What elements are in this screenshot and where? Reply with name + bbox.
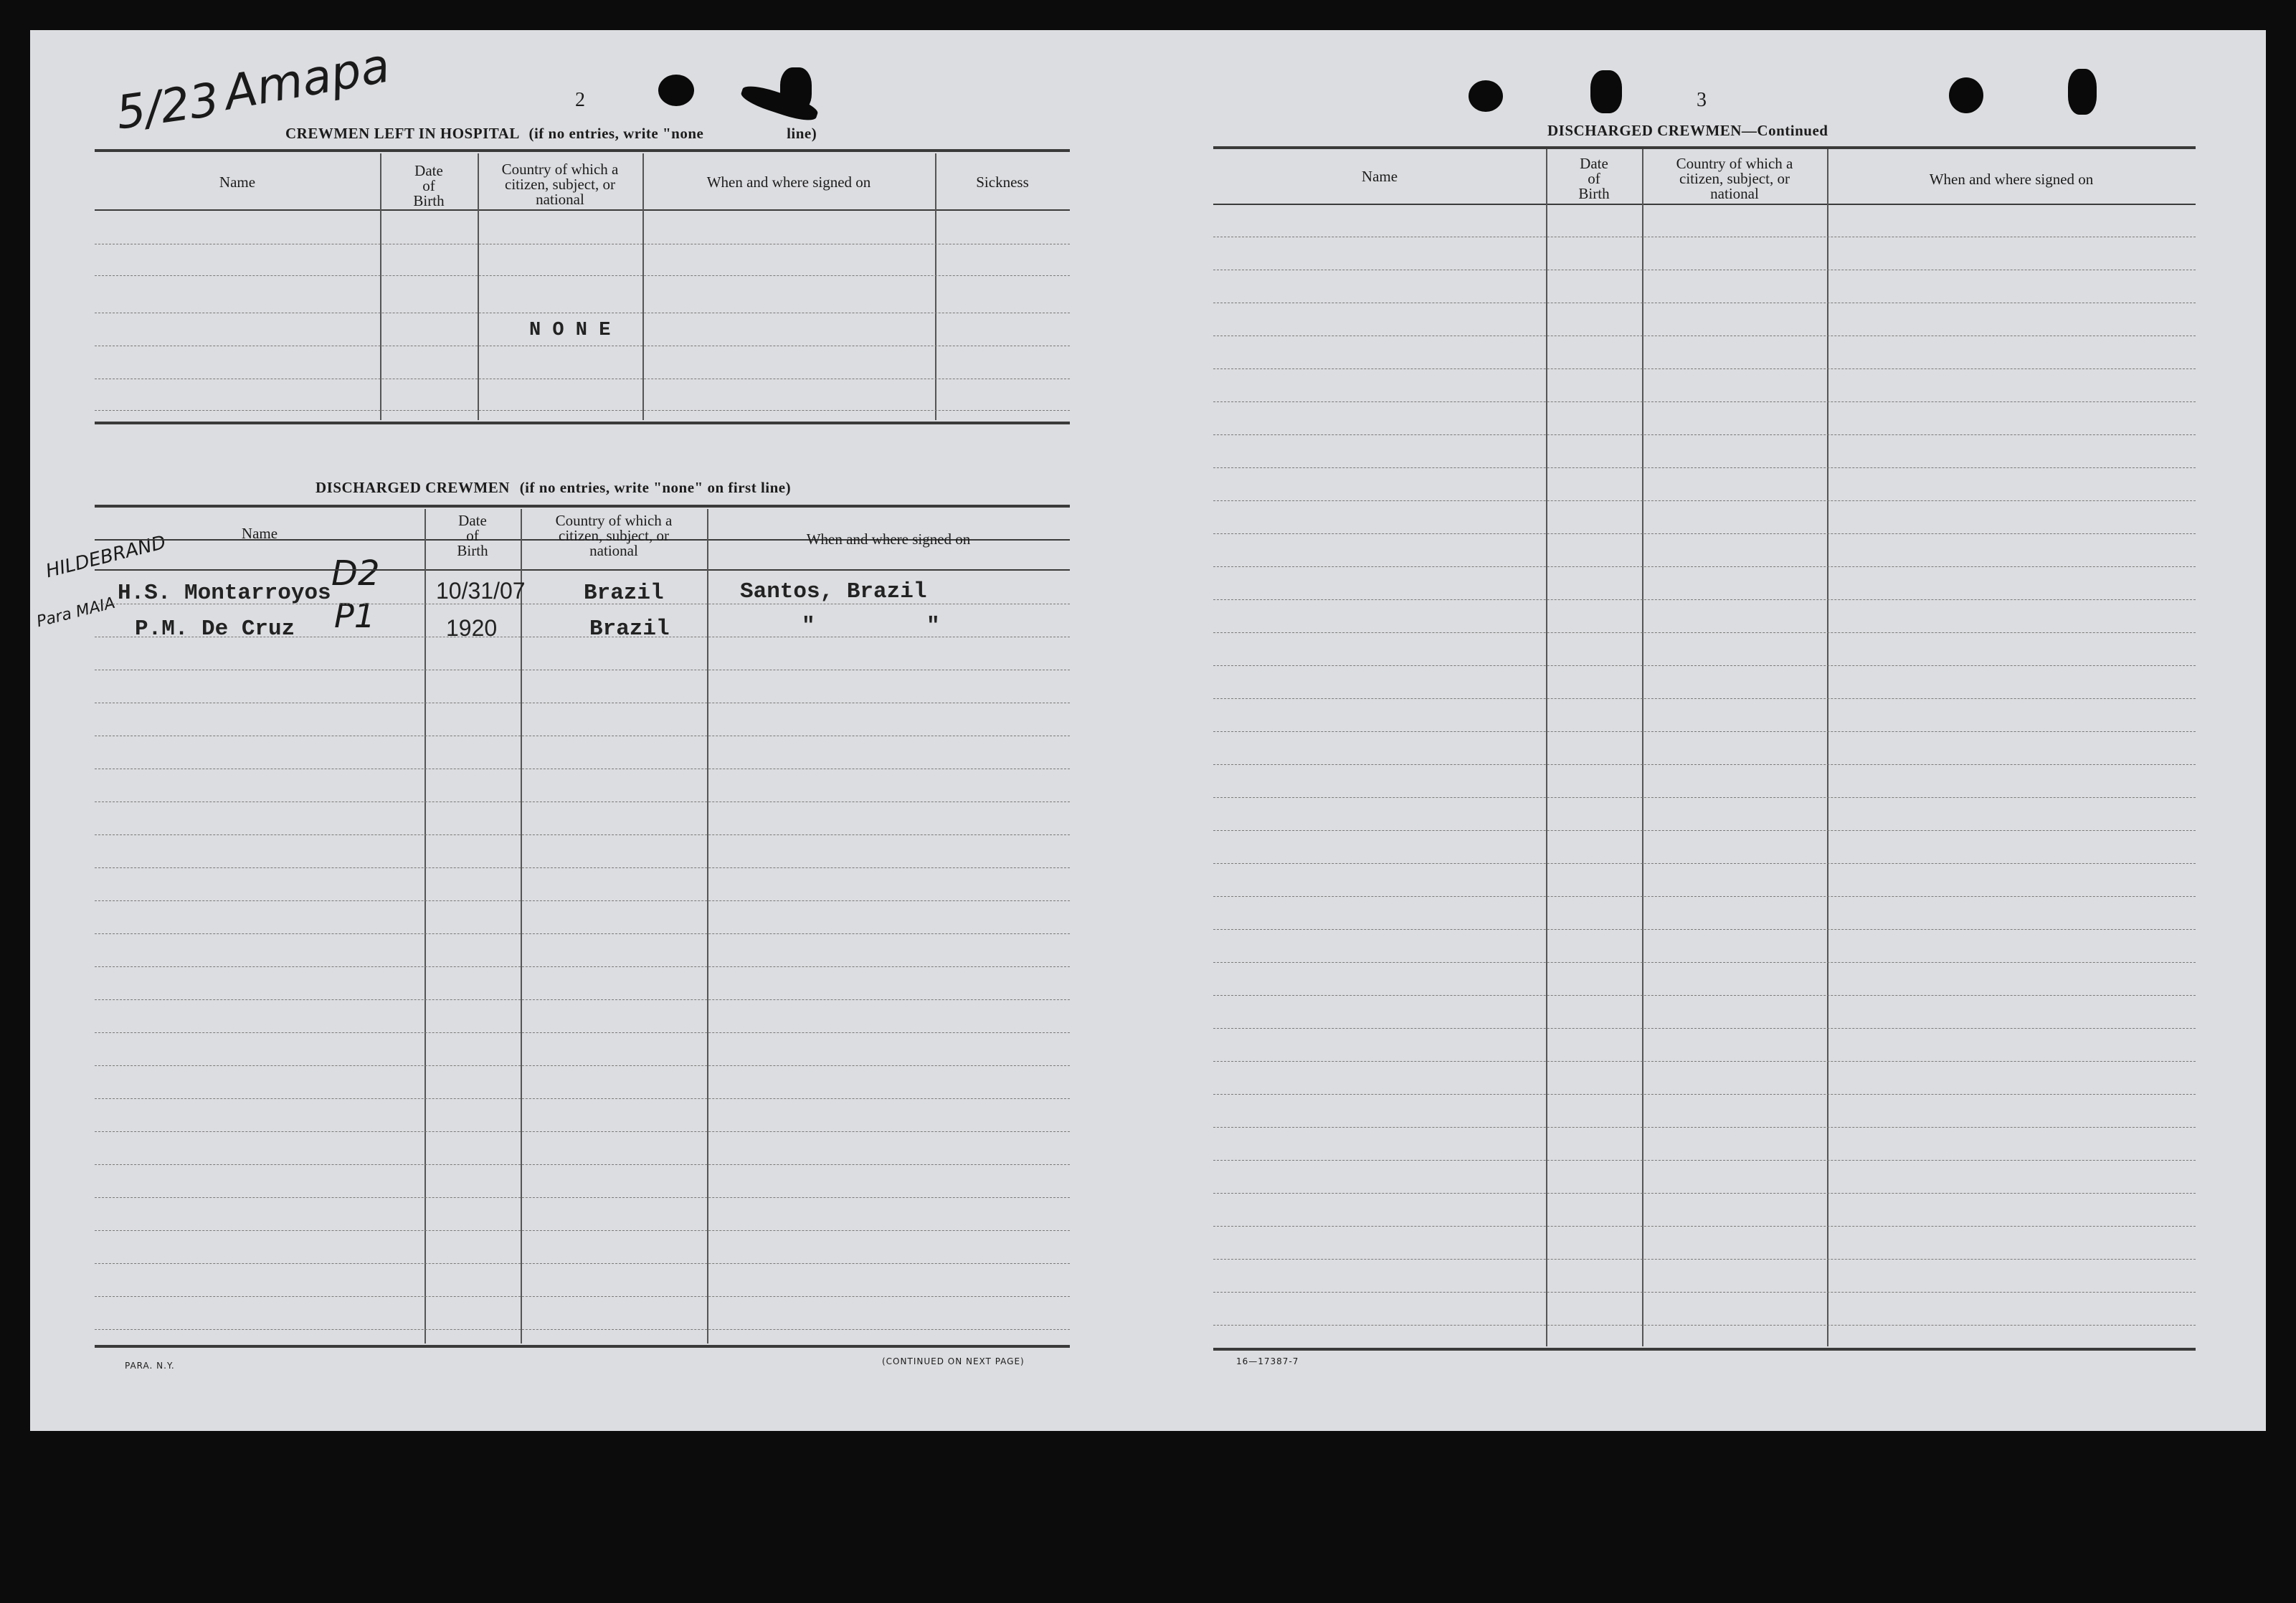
entry-line	[1213, 995, 2196, 996]
entry-line	[95, 1164, 1070, 1165]
section-title	[316, 479, 791, 497]
rule	[1213, 204, 2196, 205]
header-signed-on: When and where signed on	[1929, 171, 2094, 188]
entry-line	[1213, 797, 2196, 798]
entry-line	[1213, 1094, 2196, 1095]
entry-line	[95, 999, 1070, 1000]
column-divider	[424, 509, 426, 1343]
entry-line	[1213, 1028, 2196, 1029]
footer-continued: (CONTINUED ON NEXT PAGE)	[882, 1356, 1025, 1366]
header-country-line: citizen, subject, or	[559, 527, 669, 544]
entry-line	[95, 1032, 1070, 1033]
entry-line	[95, 834, 1070, 835]
section-note-end: line)	[787, 125, 817, 142]
header-country-line: citizen, subject, or	[505, 176, 615, 193]
punch-hole	[658, 75, 694, 106]
header-country-line: national	[589, 542, 638, 559]
page-number: 3	[1697, 89, 1707, 111]
header-dob-line: Birth	[413, 192, 445, 209]
header-country-line: Country of which a	[501, 161, 619, 178]
rule	[95, 149, 1070, 152]
entry-line	[95, 900, 1070, 901]
header-dob-line: Birth	[1578, 185, 1610, 202]
entry-line	[95, 933, 1070, 934]
rule	[95, 505, 1070, 508]
footer-printer: PARA. N.Y.	[125, 1361, 175, 1371]
handwritten-margin-note: HILDEBRAND	[43, 531, 169, 583]
entry-line	[1213, 1160, 2196, 1161]
entry-line	[1213, 1127, 2196, 1128]
entry-line	[1213, 599, 2196, 600]
header-name: Name	[219, 173, 256, 191]
section-note: (if no entries, write "none" on first line)	[519, 479, 792, 496]
crewman-country: Brazil	[584, 581, 664, 606]
header-country-line: Country of which a	[1676, 155, 1793, 172]
entry-line	[95, 1197, 1070, 1198]
handwritten-mark: D2	[331, 553, 380, 594]
column-divider	[521, 509, 522, 1343]
entry-line	[1213, 1325, 2196, 1326]
rule	[95, 1345, 1070, 1348]
column-divider	[642, 153, 644, 420]
header-country-line: citizen, subject, or	[1679, 170, 1790, 187]
rule	[95, 569, 1070, 571]
crewman-name: H.S. Montarroyos	[118, 581, 331, 606]
header-name: Name	[1361, 168, 1398, 185]
entry-line	[95, 867, 1070, 868]
column-divider	[1546, 149, 1547, 1346]
header-dob	[1546, 156, 1642, 201]
header-dob-line: of	[466, 527, 479, 544]
entry-line	[1213, 962, 2196, 963]
header-sickness: Sickness	[976, 173, 1029, 191]
section-note: (if no entries, write "none	[528, 125, 704, 142]
document-sheet	[30, 30, 2266, 1431]
entry-line	[95, 1329, 1070, 1330]
page-number: 2	[575, 89, 585, 111]
footer-form-number: 16—17387-7	[1236, 1356, 1299, 1366]
entry-line	[1213, 467, 2196, 468]
header-dob-line: Date	[1580, 155, 1608, 172]
entry-line	[95, 1296, 1070, 1297]
section-title	[285, 125, 817, 143]
header-country	[1642, 156, 1827, 201]
header-dob-line: of	[1588, 170, 1600, 187]
entry-line	[1213, 929, 2196, 930]
column-divider	[1827, 149, 1828, 1346]
none-entry: N O N E	[529, 320, 611, 341]
header-country-line: national	[1710, 185, 1759, 202]
header-dob-line: of	[422, 177, 435, 194]
header-dob-line: Date	[458, 512, 487, 529]
entry-line	[1213, 731, 2196, 732]
header-country	[478, 162, 642, 207]
entry-line	[1213, 368, 2196, 369]
handwritten-mark: P1	[334, 596, 376, 635]
rule	[95, 422, 1070, 424]
header-dob-line: Date	[414, 162, 443, 179]
entry-line	[1213, 1193, 2196, 1194]
entry-line	[1213, 896, 2196, 897]
column-divider	[1642, 149, 1643, 1346]
entry-line	[1213, 434, 2196, 435]
column-divider	[707, 509, 708, 1343]
entry-line	[1213, 863, 2196, 864]
entry-line	[1213, 1259, 2196, 1260]
ditto-mark: "	[802, 614, 815, 639]
ditto-mark: "	[926, 614, 940, 639]
punch-hole	[1949, 77, 1983, 113]
section-title-text: DISCHARGED CREWMEN	[316, 479, 510, 496]
header-signed-on: When and where signed on	[706, 173, 871, 191]
entry-line	[1213, 533, 2196, 534]
header-dob-line: Birth	[457, 542, 488, 559]
entry-line	[1213, 500, 2196, 501]
entry-line	[95, 1263, 1070, 1264]
entry-line	[1213, 830, 2196, 831]
entry-line	[95, 1098, 1070, 1099]
entry-line	[1213, 632, 2196, 633]
entry-line	[1213, 698, 2196, 699]
handwritten-place: Amapa	[220, 37, 394, 121]
entry-line	[95, 410, 1070, 411]
header-country-line: Country of which a	[555, 512, 673, 529]
header-dob	[424, 513, 521, 558]
punch-hole	[1590, 70, 1622, 113]
column-divider	[935, 153, 936, 420]
entry-line	[95, 966, 1070, 967]
section-title-text: CREWMEN LEFT IN HOSPITAL	[285, 125, 519, 142]
section-title: DISCHARGED CREWMEN—Continued	[1547, 122, 1828, 139]
punch-hole	[1469, 80, 1503, 112]
entry-line	[1213, 764, 2196, 765]
header-country-line: national	[536, 191, 584, 208]
entry-line	[95, 1230, 1070, 1231]
entry-line	[95, 1065, 1070, 1066]
entry-line	[95, 275, 1070, 276]
handwritten-margin-note: Para MAIA	[34, 594, 118, 632]
punch-hole	[2068, 69, 2097, 115]
entry-line	[1213, 665, 2196, 666]
rule	[1213, 1348, 2196, 1351]
header-name: Name	[241, 525, 278, 542]
header-dob	[380, 163, 478, 209]
crewman-country: Brazil	[589, 617, 670, 642]
entry-line	[1213, 566, 2196, 567]
crewman-dob: 10/31/07	[436, 578, 526, 604]
handwritten-date: 5/23	[113, 73, 223, 141]
header-country	[521, 513, 707, 558]
rule	[95, 209, 1070, 211]
entry-line	[1213, 1061, 2196, 1062]
crewman-signed-on: Santos, Brazil	[740, 579, 927, 604]
entry-line	[1213, 1226, 2196, 1227]
header-signed-on: When and where signed on	[806, 531, 971, 548]
crewman-name: P.M. De Cruz	[135, 617, 295, 642]
entry-line	[95, 1131, 1070, 1132]
entry-line	[1213, 401, 2196, 402]
entry-line	[1213, 1292, 2196, 1293]
crewman-dob: 1920	[446, 615, 498, 641]
rule	[1213, 146, 2196, 149]
